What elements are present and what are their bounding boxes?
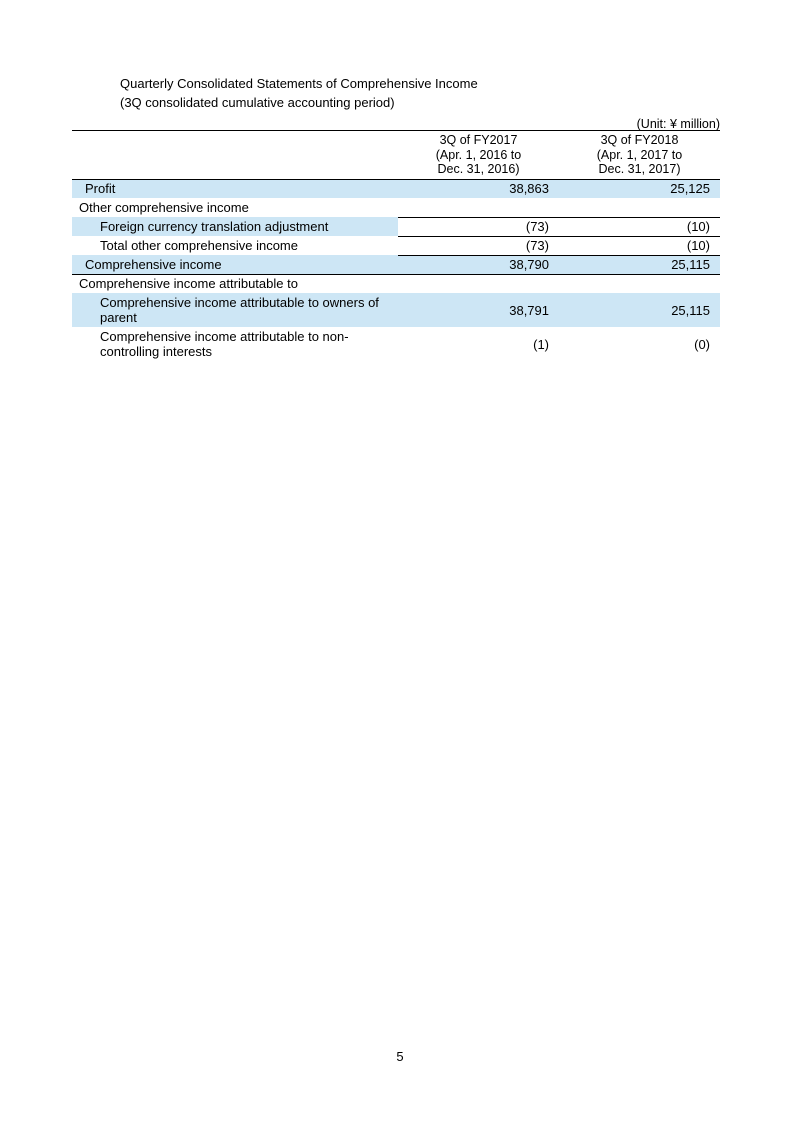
row-value-fy2018: 25,115: [559, 293, 720, 327]
header-fy2017-date-to: Dec. 31, 2016): [437, 162, 520, 176]
table-row-comprehensive-income: [72, 255, 720, 274]
header-label-column: [72, 131, 398, 180]
row-label: Total other comprehensive income: [100, 238, 298, 253]
row-value-fy2018: (10): [559, 236, 720, 255]
row-label: Other comprehensive income: [79, 200, 249, 215]
row-value-fy2017: 38,863: [398, 179, 559, 198]
unit-note: (Unit: ¥ million): [636, 117, 720, 131]
table-row-total-other-comprehensive-income: [72, 236, 720, 255]
page-number: 5: [396, 1049, 404, 1064]
document-subtitle: (3Q consolidated cumulative accounting period): [120, 95, 395, 110]
row-value-fy2017: [398, 274, 559, 293]
header-fy2018-date-from: (Apr. 1, 2017 to: [596, 147, 683, 162]
row-value-fy2017: (73): [398, 236, 559, 255]
table-header-row: [72, 131, 720, 180]
document-title: Quarterly Consolidated Statements of Comprehensive Income: [120, 76, 478, 91]
row-value-fy2018: 25,115: [559, 255, 720, 274]
row-value-fy2018: [559, 198, 720, 217]
table-row-foreign-currency-translation-adjustment: [72, 217, 720, 236]
table-row-profit: [72, 179, 720, 198]
row-label: Profit: [72, 179, 398, 198]
header-fy2018-date-to: Dec. 31, 2017): [598, 162, 681, 176]
header-fy2017-period: 3Q of FY2017: [439, 133, 518, 147]
row-label: Foreign currency translation adjustment: [72, 217, 398, 236]
header-column-fy2018: [559, 131, 720, 180]
header-fy2018-period: 3Q of FY2018: [600, 133, 679, 147]
table-row-comprehensive-income-attributable-to: [72, 274, 720, 293]
row-label: Comprehensive income attributable to owners of parent: [72, 293, 398, 327]
row-label: Comprehensive income attributable to: [79, 276, 298, 292]
row-value-fy2017: [398, 198, 559, 217]
row-value-fy2018: (10): [559, 217, 720, 236]
row-value-fy2018: 25,125: [559, 179, 720, 198]
row-value-fy2017: 38,791: [398, 293, 559, 327]
row-label: Comprehensive income attributable to non-controlling interests: [100, 329, 349, 359]
row-value-fy2017: (1): [533, 336, 549, 352]
row-value-fy2017: (73): [398, 217, 559, 236]
row-value-fy2018: (0): [694, 336, 710, 352]
table-row-attributable-to-non-controlling-interests: [72, 327, 720, 361]
comprehensive-income-table: [72, 130, 720, 361]
row-value-fy2017: 38,790: [398, 255, 559, 274]
row-value-fy2018: [559, 274, 720, 293]
header-fy2017-date-from: (Apr. 1, 2016 to: [435, 147, 522, 162]
header-column-fy2017: [398, 131, 559, 180]
table-row-attributable-to-owners-of-parent: [72, 293, 720, 327]
table-row-other-comprehensive-income: [72, 198, 720, 217]
row-label: Comprehensive income: [72, 255, 398, 274]
